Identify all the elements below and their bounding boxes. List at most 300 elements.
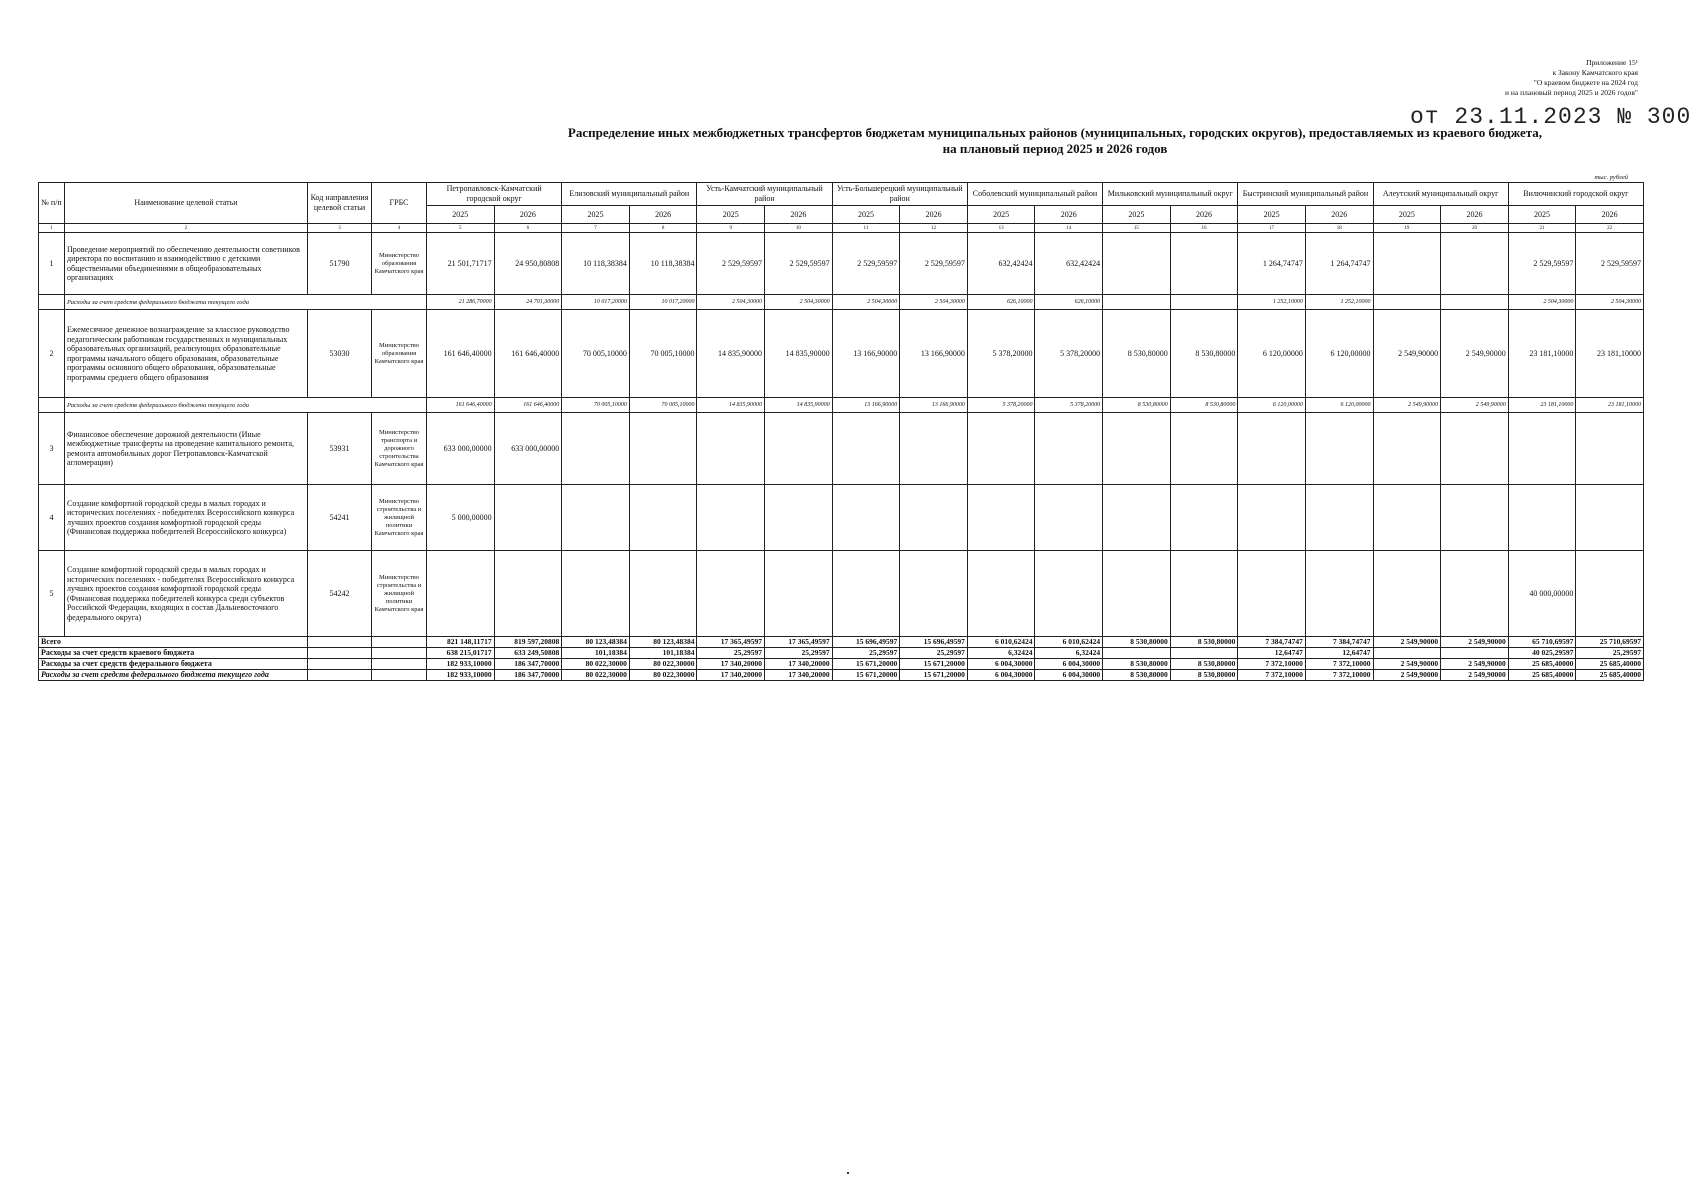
- value-cell: 2 549,90000: [1373, 670, 1441, 681]
- value-cell: 25 685,40000: [1576, 670, 1644, 681]
- value-cell: 161 646,40000: [494, 310, 562, 398]
- value-cell: 15 696,49597: [900, 637, 968, 648]
- subtotal-row: [39, 295, 1644, 310]
- municipality-header: Усть-Камчатский муниципальный район: [697, 183, 832, 206]
- column-index: 6: [494, 224, 562, 233]
- value-cell: 6 120,00000: [1305, 310, 1373, 398]
- value-cell: 7 372,10000: [1238, 670, 1306, 681]
- value-cell: [765, 485, 833, 551]
- value-cell: 25 685,40000: [1576, 659, 1644, 670]
- value-cell: 1 252,10000: [1238, 295, 1306, 310]
- value-cell: 10 017,20000: [562, 295, 630, 310]
- value-cell: [629, 413, 697, 485]
- col-name-header: Наименование целевой статьи: [65, 183, 308, 224]
- value-cell: 6,32424: [967, 648, 1035, 659]
- value-cell: 632,42424: [967, 233, 1035, 295]
- value-cell: [1103, 233, 1171, 295]
- value-cell: 17 365,49597: [697, 637, 765, 648]
- value-cell: 632,42424: [1035, 233, 1103, 295]
- value-cell: [1373, 648, 1441, 659]
- year-header: 2025: [1238, 206, 1306, 224]
- col-code-header: Код направления целевой статьи: [308, 183, 372, 224]
- year-header: 2025: [562, 206, 630, 224]
- row-number: 1: [39, 233, 65, 295]
- row-name: Ежемесячное денежное вознаграждение за классное руководство педагогическим работникам государственных и муниципальных образовательных организаций, реализующих образовательные программы начального общего образования, образовательные программы основного общего образования, образовательные программы среднего общего образования: [65, 310, 308, 398]
- value-cell: [562, 413, 630, 485]
- value-cell: 2 529,59597: [1576, 233, 1644, 295]
- value-cell: 80 022,30000: [629, 670, 697, 681]
- total-row: [39, 659, 1644, 670]
- value-cell: [832, 485, 900, 551]
- value-cell: 819 597,20808: [494, 637, 562, 648]
- value-cell: 6 004,30000: [1035, 670, 1103, 681]
- value-cell: 80 022,30000: [562, 670, 630, 681]
- total-label: Расходы за счет средств федерального бюджета: [39, 659, 308, 670]
- year-header: 2026: [1305, 206, 1373, 224]
- year-header: 2026: [494, 206, 562, 224]
- value-cell: 15 671,20000: [832, 670, 900, 681]
- appendix-line: и на плановый период 2025 и 2026 годов": [1505, 88, 1638, 97]
- value-cell: [1170, 648, 1238, 659]
- row-name: Создание комфортной городской среды в малых городах и исторических поселениях - победителях Всероссийского конкурса лучших проектов создания комфортной городской среды (Финансовая поддержка победителей Всероссийского конкурса): [65, 485, 308, 551]
- value-cell: [1305, 485, 1373, 551]
- empty-cell: [372, 648, 427, 659]
- value-cell: 5 378,20000: [1035, 398, 1103, 413]
- value-cell: [1305, 551, 1373, 637]
- value-cell: 24 950,80808: [494, 233, 562, 295]
- value-cell: [1238, 551, 1306, 637]
- value-cell: 1 264,74747: [1238, 233, 1306, 295]
- appendix-line: "О краевом бюджете на 2024 год: [1533, 78, 1638, 87]
- value-cell: 2 529,59597: [900, 233, 968, 295]
- title-line: на плановый период 2025 и 2026 годов: [942, 141, 1168, 156]
- value-cell: 6 010,62424: [1035, 637, 1103, 648]
- value-cell: [967, 551, 1035, 637]
- municipality-header: Быстринский муниципальный район: [1238, 183, 1373, 206]
- value-cell: 70 005,10000: [562, 398, 630, 413]
- column-index: 10: [765, 224, 833, 233]
- row-name: Проведение мероприятий по обеспечению деятельности советников директора по воспитанию и взаимодействию с детскими общественными объединениями в общеобразовательных организациях: [65, 233, 308, 295]
- value-cell: 6 120,00000: [1305, 398, 1373, 413]
- value-cell: 2 504,30000: [1508, 295, 1576, 310]
- value-cell: [1373, 551, 1441, 637]
- value-cell: 23 181,10000: [1576, 398, 1644, 413]
- year-header: 2026: [900, 206, 968, 224]
- value-cell: 14 835,90000: [697, 398, 765, 413]
- empty-cell: [372, 637, 427, 648]
- value-cell: 2 549,90000: [1441, 659, 1509, 670]
- table-row: [39, 413, 1644, 485]
- year-header: 2025: [1103, 206, 1171, 224]
- value-cell: [494, 551, 562, 637]
- empty-cell: [308, 659, 372, 670]
- value-cell: 8 530,80000: [1103, 670, 1171, 681]
- value-cell: 25,29597: [697, 648, 765, 659]
- value-cell: 6 004,30000: [1035, 659, 1103, 670]
- value-cell: [1373, 413, 1441, 485]
- value-cell: 161 646,40000: [494, 398, 562, 413]
- value-cell: 6 004,30000: [967, 670, 1035, 681]
- column-index: 16: [1170, 224, 1238, 233]
- value-cell: [1238, 485, 1306, 551]
- value-cell: 15 671,20000: [832, 659, 900, 670]
- value-cell: 7 384,74747: [1238, 637, 1306, 648]
- value-cell: 2 504,30000: [765, 295, 833, 310]
- column-index-row: [39, 224, 1644, 233]
- value-cell: [1170, 413, 1238, 485]
- value-cell: 633 249,50808: [494, 648, 562, 659]
- value-cell: 6 010,62424: [967, 637, 1035, 648]
- column-index: 17: [1238, 224, 1306, 233]
- value-cell: 25 685,40000: [1508, 659, 1576, 670]
- value-cell: [1103, 485, 1171, 551]
- municipality-header: Мильковский муниципальный округ: [1103, 183, 1238, 206]
- value-cell: 2 529,59597: [697, 233, 765, 295]
- municipality-header: Усть-Большерецкий муниципальный район: [832, 183, 967, 206]
- units-label: тыс. рублей: [1594, 174, 1628, 181]
- column-index: 15: [1103, 224, 1171, 233]
- value-cell: 638 215,01717: [427, 648, 495, 659]
- value-cell: [967, 413, 1035, 485]
- column-index: 5: [427, 224, 495, 233]
- value-cell: 101,18384: [629, 648, 697, 659]
- municipality-header: Соболевский муниципальный район: [967, 183, 1102, 206]
- scan-mark: [847, 1172, 849, 1174]
- empty-cell: [308, 648, 372, 659]
- value-cell: 1 264,74747: [1305, 233, 1373, 295]
- value-cell: 10 118,38384: [562, 233, 630, 295]
- value-cell: 17 365,49597: [765, 637, 833, 648]
- value-cell: 6 120,00000: [1238, 398, 1306, 413]
- value-cell: 6 004,30000: [967, 659, 1035, 670]
- value-cell: 10 017,20000: [629, 295, 697, 310]
- row-grbs: Министерство строительства и жилищной политики Камчатского края: [372, 485, 427, 551]
- value-cell: 101,18384: [562, 648, 630, 659]
- value-cell: 17 340,20000: [765, 670, 833, 681]
- value-cell: [1373, 485, 1441, 551]
- value-cell: 8 530,80000: [1170, 637, 1238, 648]
- value-cell: 13 166,90000: [900, 310, 968, 398]
- value-cell: 80 123,48384: [629, 637, 697, 648]
- header-row: [39, 183, 1644, 206]
- value-cell: [1441, 295, 1509, 310]
- value-cell: [1170, 295, 1238, 310]
- year-header: 2026: [1035, 206, 1103, 224]
- value-cell: [629, 551, 697, 637]
- value-cell: 15 696,49597: [832, 637, 900, 648]
- value-cell: 2 504,30000: [697, 295, 765, 310]
- value-cell: 8 530,80000: [1103, 398, 1171, 413]
- municipality-header: Алеутский муниципальный округ: [1373, 183, 1508, 206]
- value-cell: 6,32424: [1035, 648, 1103, 659]
- value-cell: 182 933,10000: [427, 659, 495, 670]
- value-cell: 40 000,00000: [1508, 551, 1576, 637]
- value-cell: [1103, 648, 1171, 659]
- year-header: 2026: [765, 206, 833, 224]
- page-title: [470, 125, 1640, 157]
- value-cell: 7 372,10000: [1305, 659, 1373, 670]
- municipality-header: Вилючинский городской округ: [1508, 183, 1643, 206]
- column-index: 2: [65, 224, 308, 233]
- value-cell: 2 549,90000: [1373, 637, 1441, 648]
- value-cell: 25,29597: [832, 648, 900, 659]
- value-cell: 2 529,59597: [1508, 233, 1576, 295]
- value-cell: 65 710,69597: [1508, 637, 1576, 648]
- value-cell: [1238, 413, 1306, 485]
- value-cell: 5 000,00000: [427, 485, 495, 551]
- row-number: 5: [39, 551, 65, 637]
- value-cell: 626,10000: [967, 295, 1035, 310]
- municipality-header: Елизовский муниципальный район: [562, 183, 697, 206]
- value-cell: [1441, 551, 1509, 637]
- value-cell: 8 530,80000: [1103, 659, 1171, 670]
- title-line: Распределение иных межбюджетных трансфертов бюджетам муниципальных районов (муниципальных, городских округов), предоставляемых из краевого бюджета,: [567, 125, 1543, 140]
- value-cell: 25,29597: [765, 648, 833, 659]
- column-index: 14: [1035, 224, 1103, 233]
- column-index: 11: [832, 224, 900, 233]
- subtotal-row: [39, 398, 1644, 413]
- year-header: 2026: [1170, 206, 1238, 224]
- year-header: 2025: [1508, 206, 1576, 224]
- value-cell: 2 529,59597: [765, 233, 833, 295]
- value-cell: 25,29597: [900, 648, 968, 659]
- value-cell: 8 530,80000: [1103, 310, 1171, 398]
- row-name: Создание комфортной городской среды в малых городах и исторических поселениях - победителях Всероссийского конкурса лучших проектов создания комфортной городской среды (Финансовая поддержка победителей конкурса среди субъектов Российской Федерации, входящих в состав Дальневосточного федерального округа): [65, 551, 308, 637]
- municipality-header: Петропавловск-Камчатский городской округ: [427, 183, 562, 206]
- value-cell: 25 710,69597: [1576, 637, 1644, 648]
- value-cell: 5 378,20000: [1035, 310, 1103, 398]
- value-cell: 5 378,20000: [967, 310, 1035, 398]
- value-cell: [1035, 413, 1103, 485]
- value-cell: [900, 551, 968, 637]
- total-row: [39, 637, 1644, 648]
- row-code: 54242: [308, 551, 372, 637]
- document-stamp: от 23.11.2023 № 300: [1410, 104, 1692, 130]
- value-cell: 23 181,10000: [1576, 310, 1644, 398]
- table-row: [39, 310, 1644, 398]
- value-cell: [1103, 551, 1171, 637]
- value-cell: 2 549,90000: [1441, 310, 1509, 398]
- value-cell: 14 835,90000: [765, 398, 833, 413]
- value-cell: 23 181,10000: [1508, 310, 1576, 398]
- value-cell: 80 022,30000: [629, 659, 697, 670]
- row-grbs: Министерство образования Камчатского края: [372, 233, 427, 295]
- column-index: 4: [372, 224, 427, 233]
- value-cell: 14 835,90000: [697, 310, 765, 398]
- value-cell: [1441, 233, 1509, 295]
- column-index: 18: [1305, 224, 1373, 233]
- value-cell: [562, 551, 630, 637]
- value-cell: 15 671,20000: [900, 659, 968, 670]
- total-label: Расходы за счет средств краевого бюджета: [39, 648, 308, 659]
- table-row: [39, 485, 1644, 551]
- subtotal-label: Расходы за счет средств федерального бюджета текущего года: [65, 398, 427, 413]
- column-index: 20: [1441, 224, 1509, 233]
- value-cell: [494, 485, 562, 551]
- table-row: [39, 233, 1644, 295]
- value-cell: 25 685,40000: [1508, 670, 1576, 681]
- value-cell: 25,29597: [1576, 648, 1644, 659]
- value-cell: [900, 413, 968, 485]
- value-cell: [1170, 551, 1238, 637]
- value-cell: [1441, 648, 1509, 659]
- column-index: 22: [1576, 224, 1644, 233]
- value-cell: 21 501,71717: [427, 233, 495, 295]
- column-index: 21: [1508, 224, 1576, 233]
- row-grbs: Министерство образования Камчатского края: [372, 310, 427, 398]
- row-number: 2: [39, 310, 65, 398]
- value-cell: 8 530,80000: [1170, 659, 1238, 670]
- table-body: [39, 233, 1644, 681]
- value-cell: [427, 551, 495, 637]
- value-cell: 186 347,70000: [494, 659, 562, 670]
- value-cell: 5 378,20000: [967, 398, 1035, 413]
- value-cell: [832, 551, 900, 637]
- value-cell: 182 933,10000: [427, 670, 495, 681]
- value-cell: 70 005,10000: [629, 310, 697, 398]
- row-code: 54241: [308, 485, 372, 551]
- total-label: Расходы за счет средств федерального бюджета текущего года: [39, 670, 308, 681]
- value-cell: [1508, 413, 1576, 485]
- value-cell: 10 118,38384: [629, 233, 697, 295]
- value-cell: [765, 551, 833, 637]
- value-cell: 17 340,20000: [697, 670, 765, 681]
- value-cell: 633 000,00000: [427, 413, 495, 485]
- value-cell: [1441, 413, 1509, 485]
- value-cell: 80 123,48384: [562, 637, 630, 648]
- value-cell: 1 252,10000: [1305, 295, 1373, 310]
- value-cell: [697, 485, 765, 551]
- value-cell: 70 005,10000: [562, 310, 630, 398]
- column-index: 12: [900, 224, 968, 233]
- empty-cell: [372, 670, 427, 681]
- column-index: 7: [562, 224, 630, 233]
- value-cell: [697, 413, 765, 485]
- subtotal-label: Расходы за счет средств федерального бюджета текущего года: [65, 295, 427, 310]
- appendix-note: [1418, 58, 1638, 98]
- value-cell: 8 530,80000: [1103, 637, 1171, 648]
- year-header: 2025: [697, 206, 765, 224]
- value-cell: [1035, 485, 1103, 551]
- row-name: Финансовое обеспечение дорожной деятельности (Иные межбюджетные трансферты на проведение капитального ремонта, ремонта автомобильных дорог Петропавловск-Камчатской агломерации): [65, 413, 308, 485]
- value-cell: 633 000,00000: [494, 413, 562, 485]
- value-cell: [1508, 485, 1576, 551]
- row-number: [39, 295, 65, 310]
- value-cell: 7 372,10000: [1305, 670, 1373, 681]
- appendix-line: Приложение 15¹: [1586, 58, 1638, 67]
- column-index: 3: [308, 224, 372, 233]
- value-cell: 24 701,30000: [494, 295, 562, 310]
- year-header: 2025: [967, 206, 1035, 224]
- value-cell: 7 372,10000: [1238, 659, 1306, 670]
- value-cell: 2 504,30000: [832, 295, 900, 310]
- column-index: 19: [1373, 224, 1441, 233]
- appendix-line: к Закону Камчатского края: [1552, 68, 1638, 77]
- row-number: 3: [39, 413, 65, 485]
- row-grbs: Министерство строительства и жилищной политики Камчатского края: [372, 551, 427, 637]
- value-cell: 13 166,90000: [832, 398, 900, 413]
- value-cell: [1373, 295, 1441, 310]
- value-cell: 80 022,30000: [562, 659, 630, 670]
- value-cell: 2 549,90000: [1441, 670, 1509, 681]
- year-header: 2026: [629, 206, 697, 224]
- value-cell: 8 530,80000: [1170, 398, 1238, 413]
- row-code: 53030: [308, 310, 372, 398]
- value-cell: 2 549,90000: [1373, 659, 1441, 670]
- column-index: 13: [967, 224, 1035, 233]
- value-cell: 7 384,74747: [1305, 637, 1373, 648]
- value-cell: [1576, 551, 1644, 637]
- value-cell: [967, 485, 1035, 551]
- value-cell: 70 005,10000: [629, 398, 697, 413]
- year-header: 2026: [1576, 206, 1644, 224]
- value-cell: 161 646,40000: [427, 310, 495, 398]
- total-row: [39, 670, 1644, 681]
- value-cell: 17 340,20000: [697, 659, 765, 670]
- value-cell: 186 347,70000: [494, 670, 562, 681]
- value-cell: 13 166,90000: [900, 398, 968, 413]
- value-cell: 40 025,29597: [1508, 648, 1576, 659]
- value-cell: [562, 485, 630, 551]
- transfers-table: [38, 182, 1644, 681]
- value-cell: [629, 485, 697, 551]
- value-cell: [1103, 413, 1171, 485]
- value-cell: [1441, 485, 1509, 551]
- value-cell: [1576, 413, 1644, 485]
- year-header: 2026: [1441, 206, 1509, 224]
- value-cell: [1373, 233, 1441, 295]
- value-cell: 821 148,11717: [427, 637, 495, 648]
- column-index: 1: [39, 224, 65, 233]
- value-cell: 21 286,70000: [427, 295, 495, 310]
- year-header: 2025: [427, 206, 495, 224]
- value-cell: [1170, 233, 1238, 295]
- value-cell: 2 529,59597: [832, 233, 900, 295]
- year-header: 2025: [832, 206, 900, 224]
- year-header: 2025: [1373, 206, 1441, 224]
- value-cell: 15 671,20000: [900, 670, 968, 681]
- column-index: 8: [629, 224, 697, 233]
- value-cell: 12,64747: [1305, 648, 1373, 659]
- value-cell: [900, 485, 968, 551]
- value-cell: 161 646,40000: [427, 398, 495, 413]
- value-cell: 13 166,90000: [832, 310, 900, 398]
- value-cell: [1035, 551, 1103, 637]
- value-cell: 6 120,00000: [1238, 310, 1306, 398]
- value-cell: 2 549,90000: [1373, 398, 1441, 413]
- table-row: [39, 551, 1644, 637]
- value-cell: 2 549,90000: [1373, 310, 1441, 398]
- value-cell: 23 181,10000: [1508, 398, 1576, 413]
- value-cell: [1576, 485, 1644, 551]
- total-label: Всего: [39, 637, 308, 648]
- row-code: 53931: [308, 413, 372, 485]
- value-cell: 626,10000: [1035, 295, 1103, 310]
- value-cell: [1305, 413, 1373, 485]
- row-grbs: Министерство транспорта и дорожного строительства Камчатского края: [372, 413, 427, 485]
- col-num-header: № п/п: [39, 183, 65, 224]
- row-code: 51790: [308, 233, 372, 295]
- value-cell: 2 504,30000: [900, 295, 968, 310]
- value-cell: [1103, 295, 1171, 310]
- col-grbs-header: ГРБС: [372, 183, 427, 224]
- empty-cell: [372, 659, 427, 670]
- value-cell: 2 504,30000: [1576, 295, 1644, 310]
- value-cell: [697, 551, 765, 637]
- row-number: [39, 398, 65, 413]
- value-cell: 12,64747: [1238, 648, 1306, 659]
- row-number: 4: [39, 485, 65, 551]
